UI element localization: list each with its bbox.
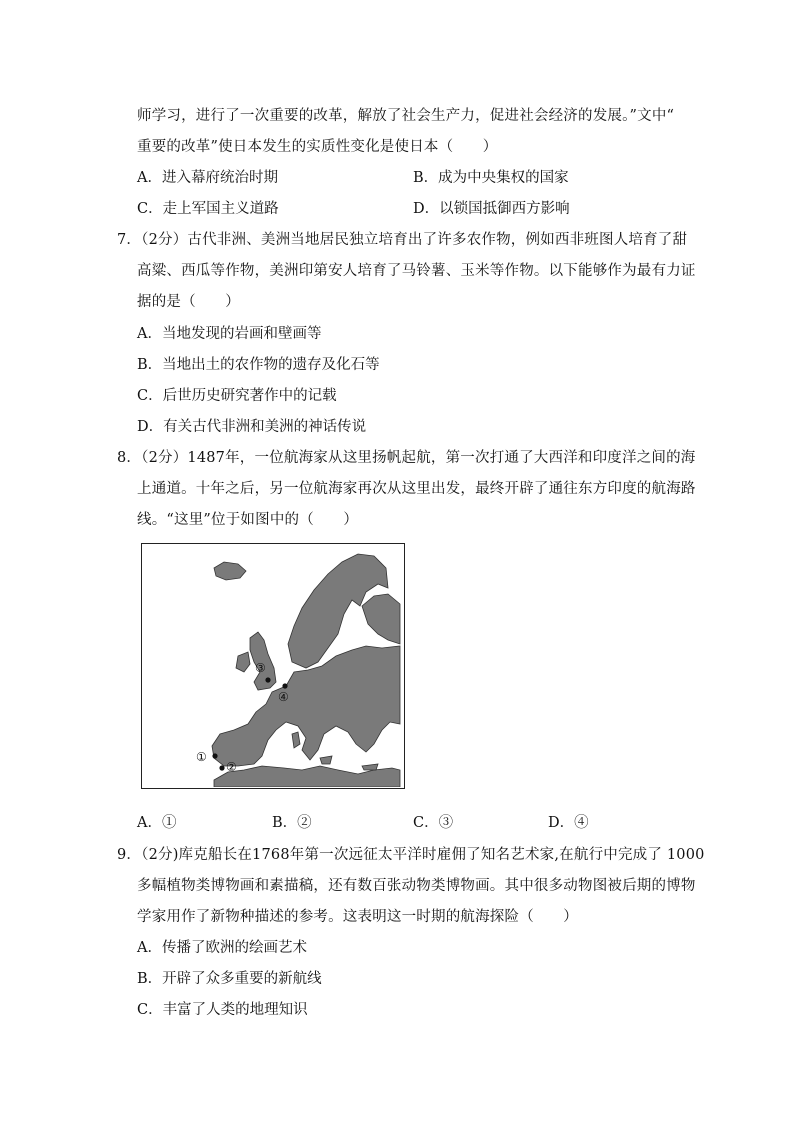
map-marker-1: ① — [196, 750, 207, 764]
marker-3-dot — [265, 677, 270, 682]
map-marker-3: ③ — [255, 661, 266, 675]
crete-shape — [362, 764, 378, 770]
q6-stem-line-2: 重要的改革”使日本发生的实质性变化是使日本（ ） — [137, 139, 498, 155]
ireland-shape — [236, 652, 250, 672]
q7-stem-line-3: 据的是（ ） — [137, 294, 240, 310]
q9-stem-line-3: 学家用作了新物种描述的参考。这表明这一时期的航海探险（ ） — [137, 909, 578, 925]
map-marker-4: ④ — [278, 690, 289, 704]
q8-stem-line-2: 上通道。十年之后，另一位航海家再次从这里出发，最终开辟了通往东方印度的航海路 — [137, 481, 696, 497]
q7-option-b[interactable]: B．当地出土的农作物的遗存及化石等 — [137, 357, 380, 373]
q7-option-d[interactable]: D．有关古代非洲和美洲的神话传说 — [137, 419, 367, 435]
marker-4-dot — [282, 683, 287, 688]
q9-stem-line-2: 多幅植物类博物画和素描稿，还有数百张动物类博物画。其中很多动物图被后期的博物 — [137, 878, 696, 894]
marker-1-dot — [212, 753, 217, 758]
map-marker-2: ② — [226, 760, 237, 774]
q8-option-c[interactable]: C．③ — [413, 815, 454, 831]
finland-shape — [362, 594, 400, 644]
sardinia-shape — [292, 732, 300, 748]
q8-stem-line-1: 8．（2分）1487年，一位航海家从这里扬帆起航，第一次打通了大西洋和印度洋之间的海 — [117, 450, 696, 466]
q8-option-b[interactable]: B．② — [272, 815, 312, 831]
land-masses — [212, 554, 400, 787]
q9-option-b[interactable]: B．开辟了众多重要的新航线 — [137, 971, 322, 987]
q6-option-a[interactable]: A．进入幕府统治时期 — [137, 170, 278, 186]
q8-stem-line-3: 线。“这里”位于如图中的（ ） — [137, 512, 359, 528]
q6-option-b[interactable]: B．成为中央集权的国家 — [413, 170, 569, 186]
q7-stem-line-2: 高粱、西瓜等作物，美洲印第安人培育了马铃薯、玉米等作物。以下能够作为最有力证 — [137, 263, 696, 279]
europe-map — [141, 543, 405, 789]
q7-stem-line-1: 7．（2分）古代非洲、美洲当地居民独立培育出了许多农作物，例如西非班图人培育了甜 — [117, 232, 688, 248]
q6-option-d[interactable]: D．以锁国抵御西方影响 — [413, 201, 570, 217]
q6-stem-line-1: 师学习，进行了一次重要的改革，解放了社会生产力，促进社会经济的发展。”文中“ — [137, 108, 675, 124]
marker-2-dot — [219, 765, 224, 770]
q8-option-a[interactable]: A．① — [137, 815, 177, 831]
q9-option-c[interactable]: C．丰富了人类的地理知识 — [137, 1002, 308, 1018]
sicily-shape — [320, 756, 332, 764]
q6-option-c[interactable]: C．走上军国主义道路 — [137, 201, 279, 217]
q9-option-a[interactable]: A．传播了欧洲的绘画艺术 — [137, 940, 307, 956]
q8-option-d[interactable]: D．④ — [548, 815, 589, 831]
iceland-shape — [214, 562, 246, 580]
q7-option-c[interactable]: C．后世历史研究著作中的记载 — [137, 388, 337, 404]
q9-stem-line-1: 9．（2分)库克船长在1768年第一次远征太平洋时雇佣了知名艺术家,在航行中完成了 1000 — [117, 847, 705, 863]
q7-option-a[interactable]: A．当地发现的岩画和壁画等 — [137, 326, 322, 342]
